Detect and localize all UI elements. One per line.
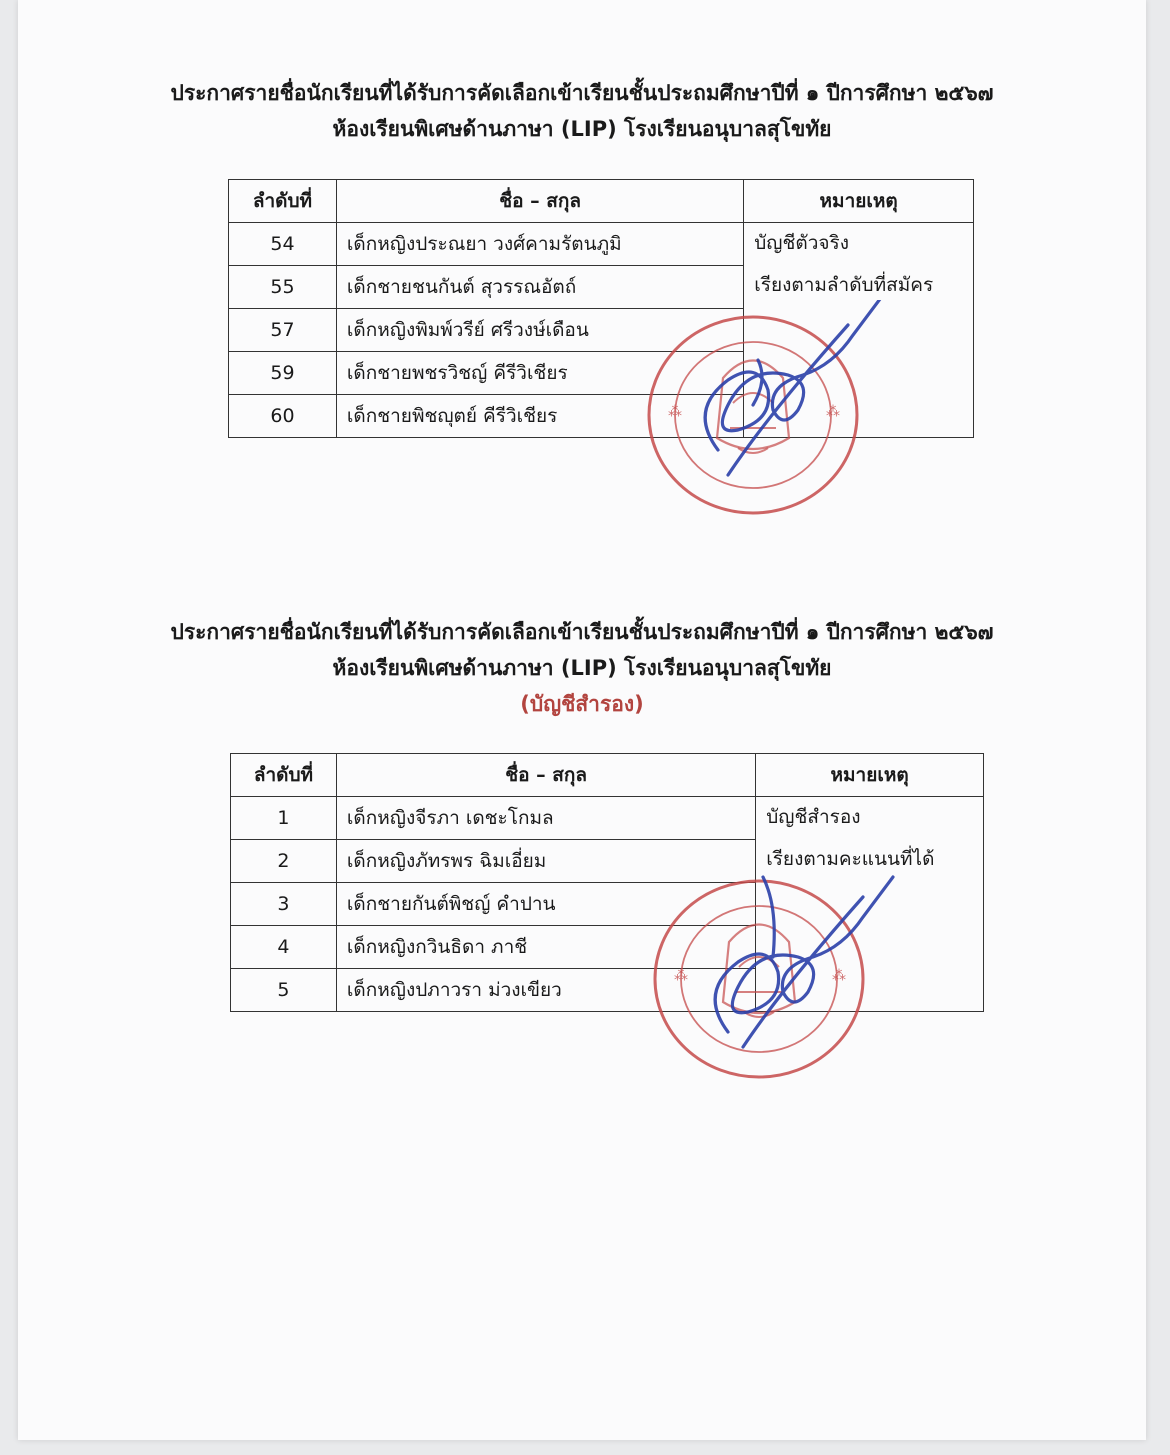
table-header-row xyxy=(229,180,974,223)
row-no: 54 xyxy=(229,223,337,266)
header-no: ลำดับที่ xyxy=(229,180,337,223)
table-row xyxy=(229,223,974,266)
row-no: 60 xyxy=(229,395,337,438)
row-name: เด็กชายชนกันต์ สุวรรณอัตถ์ xyxy=(336,266,743,309)
remark-line2: เรียงตามคะแนนที่ได้ xyxy=(766,848,935,870)
table-row xyxy=(231,797,984,840)
row-no: 2 xyxy=(231,840,337,883)
row-name: เด็กชายพชรวิชญ์ คีรีวิเชียร xyxy=(336,352,743,395)
row-name: เด็กหญิงภัทรพร ฉิมเอี่ยม xyxy=(336,840,755,883)
row-no: 57 xyxy=(229,309,337,352)
row-no: 4 xyxy=(231,926,337,969)
row-no: 1 xyxy=(231,797,337,840)
row-name: เด็กหญิงปภาวรา ม่วงเขียว xyxy=(336,969,755,1012)
header-name: ชื่อ – สกุล xyxy=(336,180,743,223)
reserve-list-subtitle: (บัญชีสำรอง) xyxy=(520,692,644,716)
announcement-2-title-line1: ประกาศรายชื่อนักเรียนที่ได้รับการคัดเลือกเข้าเรียนชั้นประถมศึกษาปีที่ ๑ ปีการศึกษา ๒๕๖๗ xyxy=(170,620,994,644)
svg-text:⁂: ⁂ xyxy=(674,968,688,984)
row-name: เด็กหญิงประณยา วงศ์คามรัตนภูมิ xyxy=(336,223,743,266)
announcement-2-title-line2: ห้องเรียนพิเศษด้านภาษา (LIP) โรงเรียนอนุบาลสุโขทัย xyxy=(332,656,832,680)
row-name: เด็กหญิงกวินธิดา ภาชี xyxy=(336,926,755,969)
row-name: เด็กชายพิชญุตย์ คีรีวิเชียร xyxy=(336,395,743,438)
row-name: เด็กหญิงจีรภา เดชะโกมล xyxy=(336,797,755,840)
remark-line1: บัญชีสำรอง xyxy=(766,806,861,828)
row-name: เด็กชายกันต์พิชญ์ คำปาน xyxy=(336,883,755,926)
signature-icon xyxy=(668,862,918,1062)
row-no: 55 xyxy=(229,266,337,309)
signature-icon xyxy=(658,300,908,500)
row-no: 5 xyxy=(231,969,337,1012)
remark-line1: บัญชีตัวจริง xyxy=(754,232,850,254)
announcement-1-title-line1: ประกาศรายชื่อนักเรียนที่ได้รับการคัดเลือกเข้าเรียนชั้นประถมศึกษาปีที่ ๑ ปีการศึกษา ๒๕๖๗ xyxy=(170,81,994,105)
header-no: ลำดับที่ xyxy=(231,754,337,797)
header-name: ชื่อ – สกุล xyxy=(336,754,755,797)
svg-text:⁂: ⁂ xyxy=(668,404,682,420)
header-remark: หมายเหตุ xyxy=(756,754,984,797)
header-remark: หมายเหตุ xyxy=(744,180,974,223)
document-page xyxy=(18,0,1146,1440)
table-header-row xyxy=(231,754,984,797)
remark-line2: เรียงตามลำดับที่สมัคร xyxy=(754,274,934,296)
svg-text:⁂: ⁂ xyxy=(826,404,840,420)
svg-text:⁂: ⁂ xyxy=(832,968,846,984)
row-name: เด็กหญิงพิมพ์วรีย์ ศรีวงษ์เดือน xyxy=(336,309,743,352)
announcement-1-title-line2: ห้องเรียนพิเศษด้านภาษา (LIP) โรงเรียนอนุบาลสุโขทัย xyxy=(332,117,832,141)
row-no: 59 xyxy=(229,352,337,395)
row-no: 3 xyxy=(231,883,337,926)
